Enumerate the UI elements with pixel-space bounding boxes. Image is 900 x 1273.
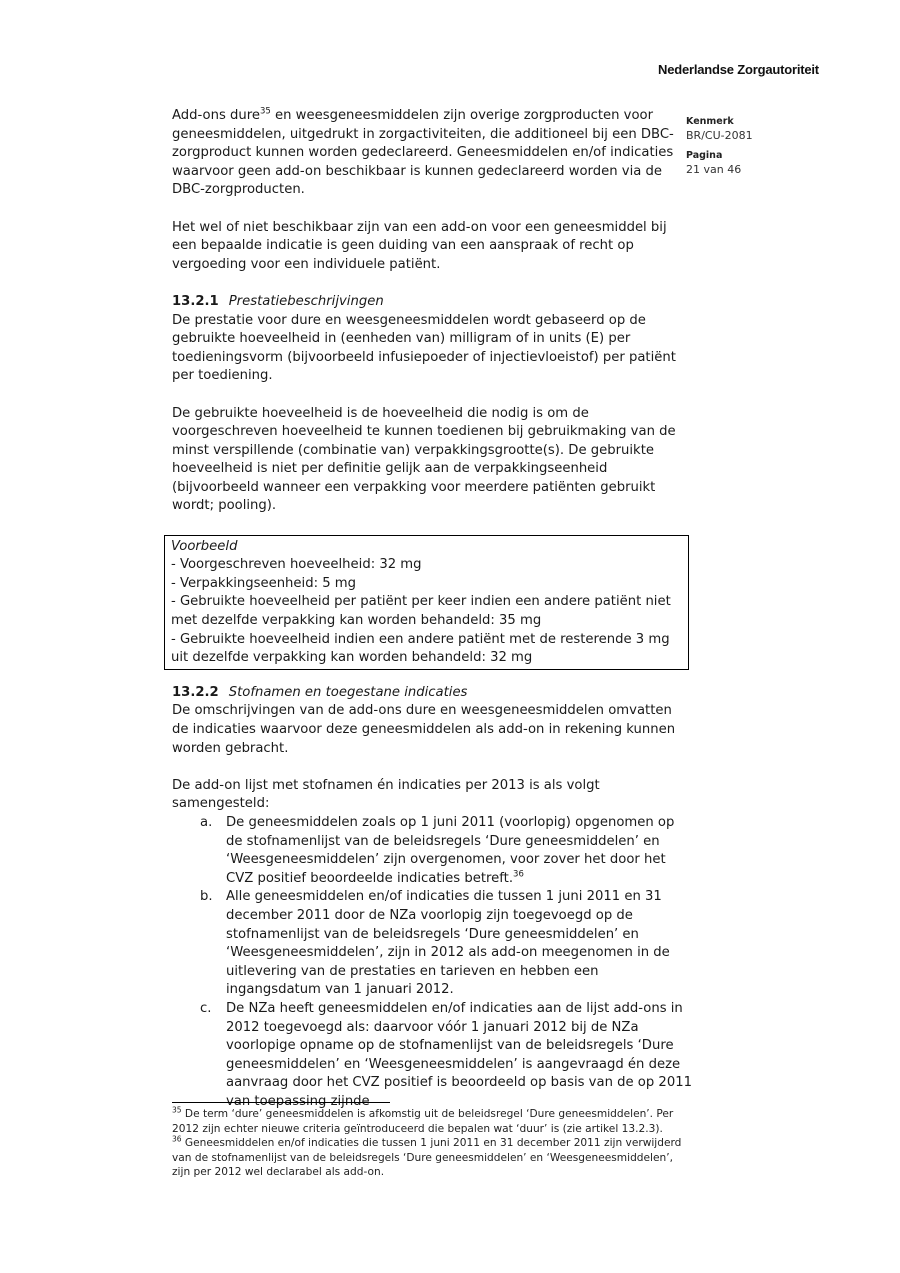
prestatie-paragraph: De prestatie voor dure en weesgeneesmiddelen wordt gebaseerd op de gebruikte hoeveelheid in (eenheden van) milligram of in units (E) per toedieningsvorm (bijvoorbeeld infusiepoeder of injectievloeistof) per patiënt per toediening.	[172, 312, 676, 384]
organization-name: Nederlandse Zorgautoriteit	[658, 62, 819, 77]
list-item: c. De NZa heeft geneesmiddelen en/of indicaties aan de lijst add-ons in 2012 toegevoegd als: daarvoor vóór 1 januari 2012 bij de NZa voorlopige opname op de stofnamenlijst van de beleidsregels ‘Dure geneesmiddelen’ en ‘Weesgeneesmiddelen’ is aangevraagd én deze aanvraag door het CVZ positief is beoordeeld op basis van de op 2011 van toepassing zijnde	[200, 1000, 692, 1109]
addon-list-intro: De add-on lijst met stofnamen én indicaties per 2013 is als volgt samengesteld:	[172, 777, 600, 812]
list-item: a. De geneesmiddelen zoals op 1 juni 2011 (voorlopig) opgenomen op de stofnamenlijst van de beleidsregels ‘Dure geneesmiddelen’ en ‘Weesgeneesmiddelen’ zijn overgenomen, voor zover het door het CVZ positief beoordeelde indicaties betreft.$^{36}$	[200, 814, 675, 886]
pagina-label: Pagina	[686, 150, 723, 161]
availability-paragraph: Het wel of niet beschikbaar zijn van een add-on voor een geneesmiddel bij een bepaalde indicatie is geen duiding van een aanspraak of recht op vergoeding voor een individuele patiënt.	[172, 219, 667, 272]
section-heading-13-2-2: 13.2.2 Stofnamen en toegestane indicaties	[172, 684, 468, 700]
example-title: Voorbeeld	[171, 538, 238, 554]
footnote-35: $^{35}$ De term ‘dure’ geneesmiddelen is afkomstig uit de beleidsregel ‘Dure geneesmiddelen’. Per 2012 zijn echter nieuwe criteria geïntroduceerd die bepalen wat ‘duur’ is (zie artikel 13.2.3).	[172, 1105, 674, 1135]
document-meta	[686, 115, 753, 177]
addon-criteria-list	[172, 814, 692, 1112]
example-line: - Gebruikte hoeveelheid indien een andere patiënt met de resterende 3 mg uit dezelfde verpakking kan worden behandeld: 32 mg	[171, 631, 670, 666]
footnote-36: $^{36}$ Geneesmiddelen en/of indicaties die tussen 1 juni 2011 en 31 december 2011 zijn verwijderd van de stofnamenlijst van de beleidsregels ‘Dure geneesmiddelen’ en ‘Weesgeneesmiddelen’, zijn per 2012 wel declarabel als add-on.	[172, 1134, 682, 1179]
footnotes	[172, 1107, 692, 1180]
example-line: - Gebruikte hoeveelheid per patiënt per keer indien een andere patiënt niet met dezelfde verpakking kan worden behandeld: 35 mg	[171, 594, 671, 629]
hoeveelheid-paragraph: De gebruikte hoeveelheid is de hoeveelheid die nodig is om de voorgeschreven hoeveelheid te kunnen toedienen bij gebruikmaking van de minst verspillende (combinatie van) verpakkingsgrootte(s). De gebruikte hoeveelheid is niet per definitie gelijk aan de verpakkingseenheid (bijvoorbeeld wanneer een verpakking voor meerdere patiënten gebruikt wordt; pooling).	[172, 405, 676, 514]
footnote-divider	[172, 1102, 390, 1103]
omschrijving-paragraph: De omschrijvingen van de add-ons dure en weesgeneesmiddelen omvatten de indicaties waarvoor deze geneesmiddelen als add-on in rekening kunnen worden gebracht.	[172, 703, 676, 756]
example-box	[164, 535, 689, 670]
pagina-value: 21 van 46	[686, 163, 742, 176]
footnote-ref-35[interactable]: 35	[260, 106, 271, 117]
example-line: - Verpakkingseenheid: 5 mg	[171, 575, 356, 591]
kenmerk-label: Kenmerk	[686, 116, 734, 127]
main-content	[172, 107, 692, 1111]
section-heading-13-2-1: 13.2.1 Prestatiebeschrijvingen	[172, 293, 384, 309]
kenmerk-value: BR/CU-2081	[686, 129, 753, 142]
example-line: - Voorgeschreven hoeveelheid: 32 mg	[171, 557, 422, 573]
footnote-ref-36[interactable]: 36	[513, 869, 524, 880]
list-item: b. Alle geneesmiddelen en/of indicaties die tussen 1 juni 2011 en 31 december 2011 door de NZa voorlopig zijn toegevoegd op de stofnamenlijst van de beleidsregels ‘Dure geneesmiddelen’ en ‘Weesgeneesmiddelen’, zijn in 2012 als add-on meegenomen in de uitlevering van de prestaties en tarieven en hebben een ingangsdatum van 1 januari 2012.	[200, 889, 670, 998]
intro-paragraph: Add-ons dure$^{35}$ en weesgeneesmiddelen zijn overige zorgproducten voor geneesmiddelen, uitgedrukt in zorgactiviteiten, die additioneel bij een DBC-zorgproduct kunnen worden gedeclareerd. Geneesmiddelen en/of indicaties waarvoor geen add-on beschikbaar is kunnen gedeclareerd worden via de DBC-zorgproducten.	[172, 106, 674, 198]
